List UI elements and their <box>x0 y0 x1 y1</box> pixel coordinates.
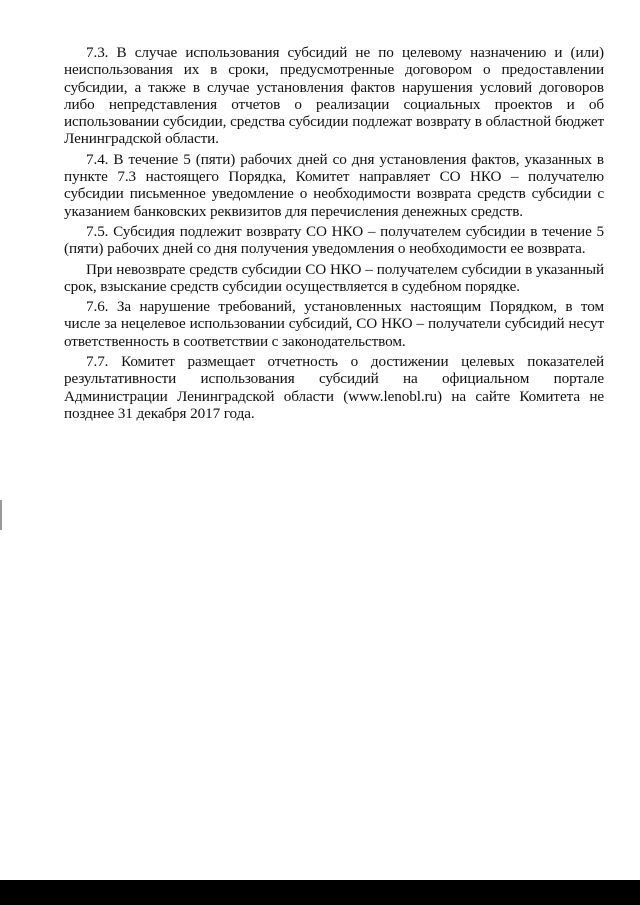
paragraph-7-7: 7.7. Комитет размещает отчетность о достижении целевых показателей результативности использования субсидий на официальном портале Администрации Ленинградской области (www.lenobl.ru) на сайте Комитета не позднее 31 декабря 2017 года. <box>64 353 604 422</box>
paragraph-non-return: При невозврате средств субсидии СО НКО – получателем субсидии в указанный срок, взыскание средств субсидии осуществляется в судебном порядке. <box>64 260 604 295</box>
paragraph-7-3: 7.3. В случае использования субсидий не по целевому назначению и (или) неиспользования их в сроки, предусмотренные договором о предоставлении субсидии, а также в случае установления фактов нарушения условий договоров либо непредставления отчетов о реализации социальных проектов и об использовании субсидии, средства субсидии подлежат возврату в областной бюджет Ленинградской области. <box>64 44 604 148</box>
scan-edge-mark <box>0 500 2 530</box>
scan-bottom-band <box>0 880 640 905</box>
paragraph-7-6: 7.6. За нарушение требований, установленных настоящим Порядком, в том числе за нецелевое использовании субсидий, СО НКО – получатели субсидий несут ответственность в соответствии с законодательством. <box>64 298 604 350</box>
document-body <box>64 44 604 425</box>
paragraph-7-5: 7.5. Субсидия подлежит возврату СО НКО – получателем субсидии в течение 5 (пяти) рабочих дней со дня получения уведомления о необходимости ее возврата. <box>64 222 604 258</box>
paragraph-7-4: 7.4. В течение 5 (пяти) рабочих дней со дня установления фактов, указанных в пункте 7.3 настоящего Порядка, Комитет направляет СО НКО – получателю субсидии письменное уведомление о необходимости возврата средств субсидии с указанием банковских реквизитов для перечисления денежных средств. <box>64 150 604 220</box>
